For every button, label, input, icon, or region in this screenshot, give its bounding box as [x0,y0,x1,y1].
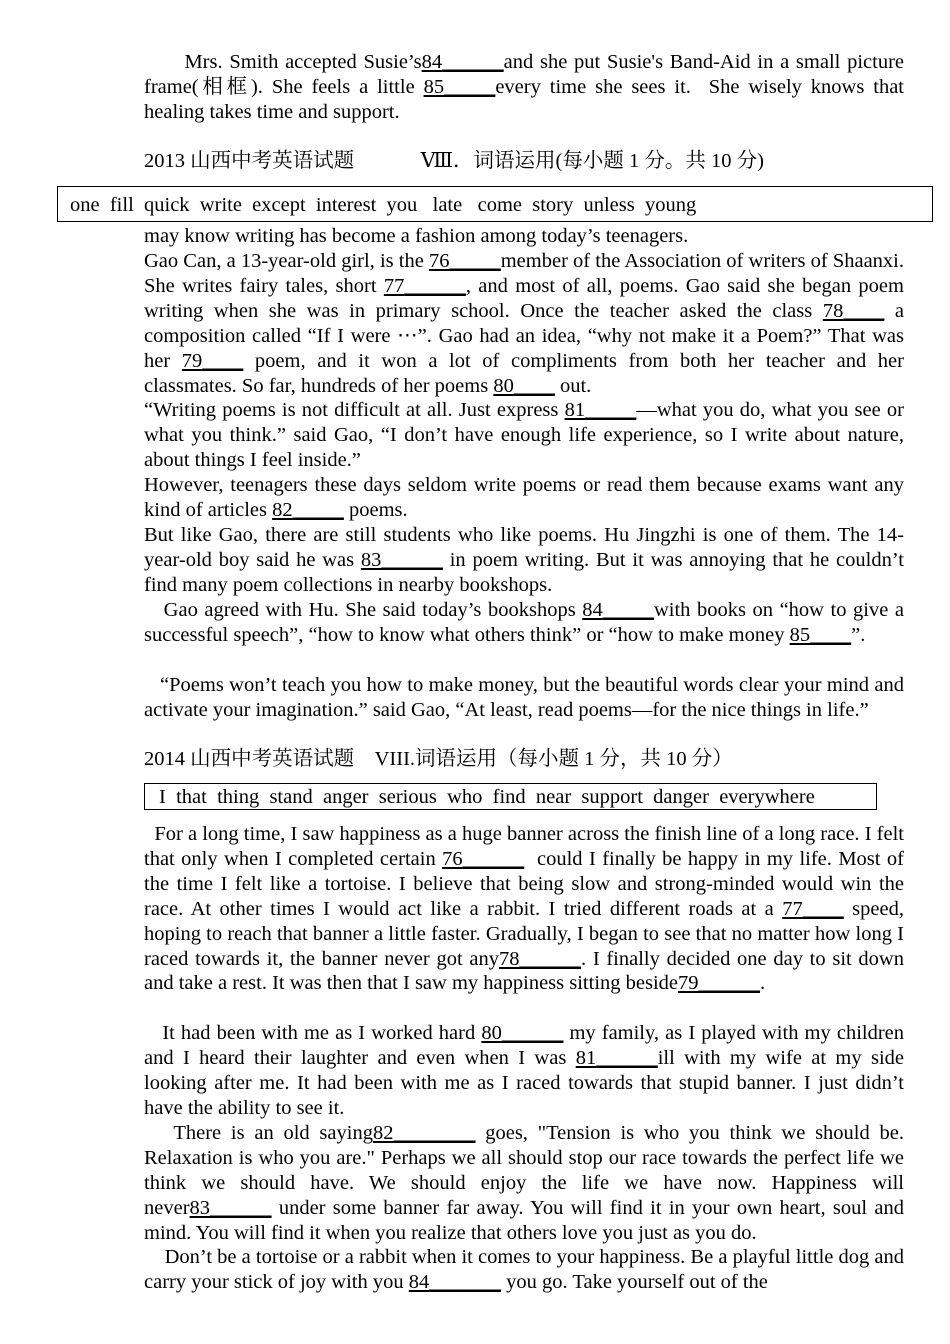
paragraph-2013-bookshops [144,598,910,648]
heading-2014 [144,747,733,772]
text: . [760,972,766,995]
blank-77[interactable]: 77______ [383,274,466,297]
text: my family, as I played with my children and I heard their laughter and even when I was [144,1022,910,1069]
blank-85[interactable]: 85_____ [423,75,496,98]
blank-84-2014[interactable]: 84_______ [408,1270,501,1293]
paragraph-2014-saying [144,1121,910,1246]
blank-83[interactable]: 83______ [360,548,443,571]
blank-79[interactable]: 79____ [181,349,244,372]
text: with books on “how to give a successful speech”, “how to know what others think” or “how to make money [144,599,910,646]
blank-76[interactable]: 76_____ [428,250,501,272]
word-box-2014 [144,783,877,810]
text: However, teenagers these days seldom write poems or read them because exams want any kind of articles [144,474,910,521]
blank-80-2014[interactable]: 80______ [481,1022,564,1044]
text: ill with my wife at my side looking after me. It had been with me as I raced towards that stupid banner. I just didn’t have the ability to see it. [144,1046,910,1119]
text: you go. Take yourself out of the [501,1270,768,1293]
text: member of the Association of writers of Shaanxi. She writes fairy tales, short [144,250,910,297]
text: a composition called “If I were ⋯”. Gao had an idea, “why not make it a Poem?” That was her [144,299,910,372]
word-box-2013 [57,186,933,222]
text: out. [554,374,592,397]
blank-78-2014[interactable]: 78______ [498,947,581,970]
blank-77-2014[interactable]: 77____ [782,897,844,920]
heading-2013 [144,149,764,174]
text: Gao agreed with Hu. She said today’s bookshops [144,599,583,621]
text: , and most of all, poems. Gao said she began poem writing when she was in primary school. Once the teacher asked the class [144,274,910,322]
paragraph-2013-poems: “Poems won’t teach you how to make money, but the beautiful words clear your mind and activate your imagination.” said Gao, “At least, read poems—for the nice things in life.” [144,674,910,721]
blank-81[interactable]: 81_____ [564,399,637,421]
heading-section: Ⅷ．词语运用(每小题 1 分。共 10 分) [420,150,764,172]
blank-79-2014[interactable]: 79______ [678,972,761,995]
paragraph-top [144,50,910,125]
text: poem, and it won a lot of compliments from both her teacher and her classmates. So far, hundreds of her poems [144,349,910,397]
text: under some banner far away. You will find it in your own heart, soul and mind. You will find it when you realize that others love you just as you do. [144,1196,910,1244]
word-list: I that thing stand anger serious who find near support danger everywhere [159,786,815,808]
paragraph-2014-tortoise [144,1245,910,1295]
paragraph-2013-hu [144,523,910,598]
blank-82[interactable]: 82_____ [272,498,344,521]
word-list: one fill quick write except interest you late come story unless young [70,194,697,216]
text: It had been with me as I worked hard [144,1022,482,1044]
blank-76-2014[interactable]: 76______ [442,847,525,870]
blank-84[interactable]: 84______ [421,51,504,73]
text: “Writing poems is not difficult at all. Just express [144,399,565,421]
blank-82-2014[interactable]: 82________ [372,1122,476,1144]
text: For a long time, I saw happiness as a huge banner across the finish line of a long race. I felt that only when I completed certain [144,823,910,870]
text: every time she sees it. She wisely knows that healing takes time and support. [144,75,910,123]
blank-78[interactable]: 78____ [822,299,885,322]
paragraph-2013-intro: may know writing has become a fashion among today’s teenagers. [144,225,689,247]
blank-81-2014[interactable]: 81______ [575,1046,658,1069]
text: speed, hoping to reach that banner a little faster. Gradually, I began to see that no matter how long I raced towards it, the banner never got any [144,897,910,970]
text: and she put Susie's Band-Aid in a small picture frame(相框). She feels a little [144,51,910,98]
heading-section: VIII.词语运用（每小题 1 分，共 10 分） [374,748,733,770]
paragraph-2014-with-me [144,1021,910,1121]
text: Don’t be a tortoise or a rabbit when it comes to your happiness. Be a playful little dog and carry your stick of joy with you [144,1246,910,1293]
text: Mrs. Smith accepted Susie’s [144,51,422,73]
paragraph-2013-gao [144,249,910,398]
text: —what you do, what you see or what you think.” said Gao, “I don’t have enough life experience, so I write about nature, about things I feel inside.” [144,399,910,471]
text: There is an old saying [144,1122,373,1144]
blank-84b[interactable]: 84_____ [582,599,654,621]
text: goes, "Tension is who you think we should be. Relaxation is who you are." Perhaps we all should stop our race towards the perfect life we think we should have. We should enjoy the life we have now. Happiness will never [144,1122,910,1219]
text: in poem writing. But it was annoying that he couldn’t find many poem collections in nearby bookshops. [144,548,910,596]
blank-80[interactable]: 80____ [493,374,555,397]
heading-title: 2014 山西中考英语试题 [144,748,355,770]
paragraph-2013-express [144,398,910,473]
text: Gao Can, a 13-year-old girl, is the [144,250,429,272]
text: could I finally be happy in my life. Most of the time I felt like a tortoise. I believe that being slow and strong-minded would win the race. At other times I would act like a rabbit. I tried different roads at a [144,847,910,920]
blank-83-2014[interactable]: 83______ [189,1196,272,1219]
text: . I finally decided one day to sit down and take a rest. It was then that I saw my happiness sitting beside [144,947,910,995]
text: ”. [851,623,866,646]
text: But like Gao, there are still students who like poems. Hu Jingzhi is one of them. The 14-year-old boy said he was [144,524,904,571]
blank-85b[interactable]: 85____ [789,623,852,646]
heading-title: 2013 山西中考英语试题 [144,150,355,172]
text: poems. [343,498,408,521]
paragraph-2014-happiness [144,822,910,996]
paragraph-2013-however [144,473,910,523]
